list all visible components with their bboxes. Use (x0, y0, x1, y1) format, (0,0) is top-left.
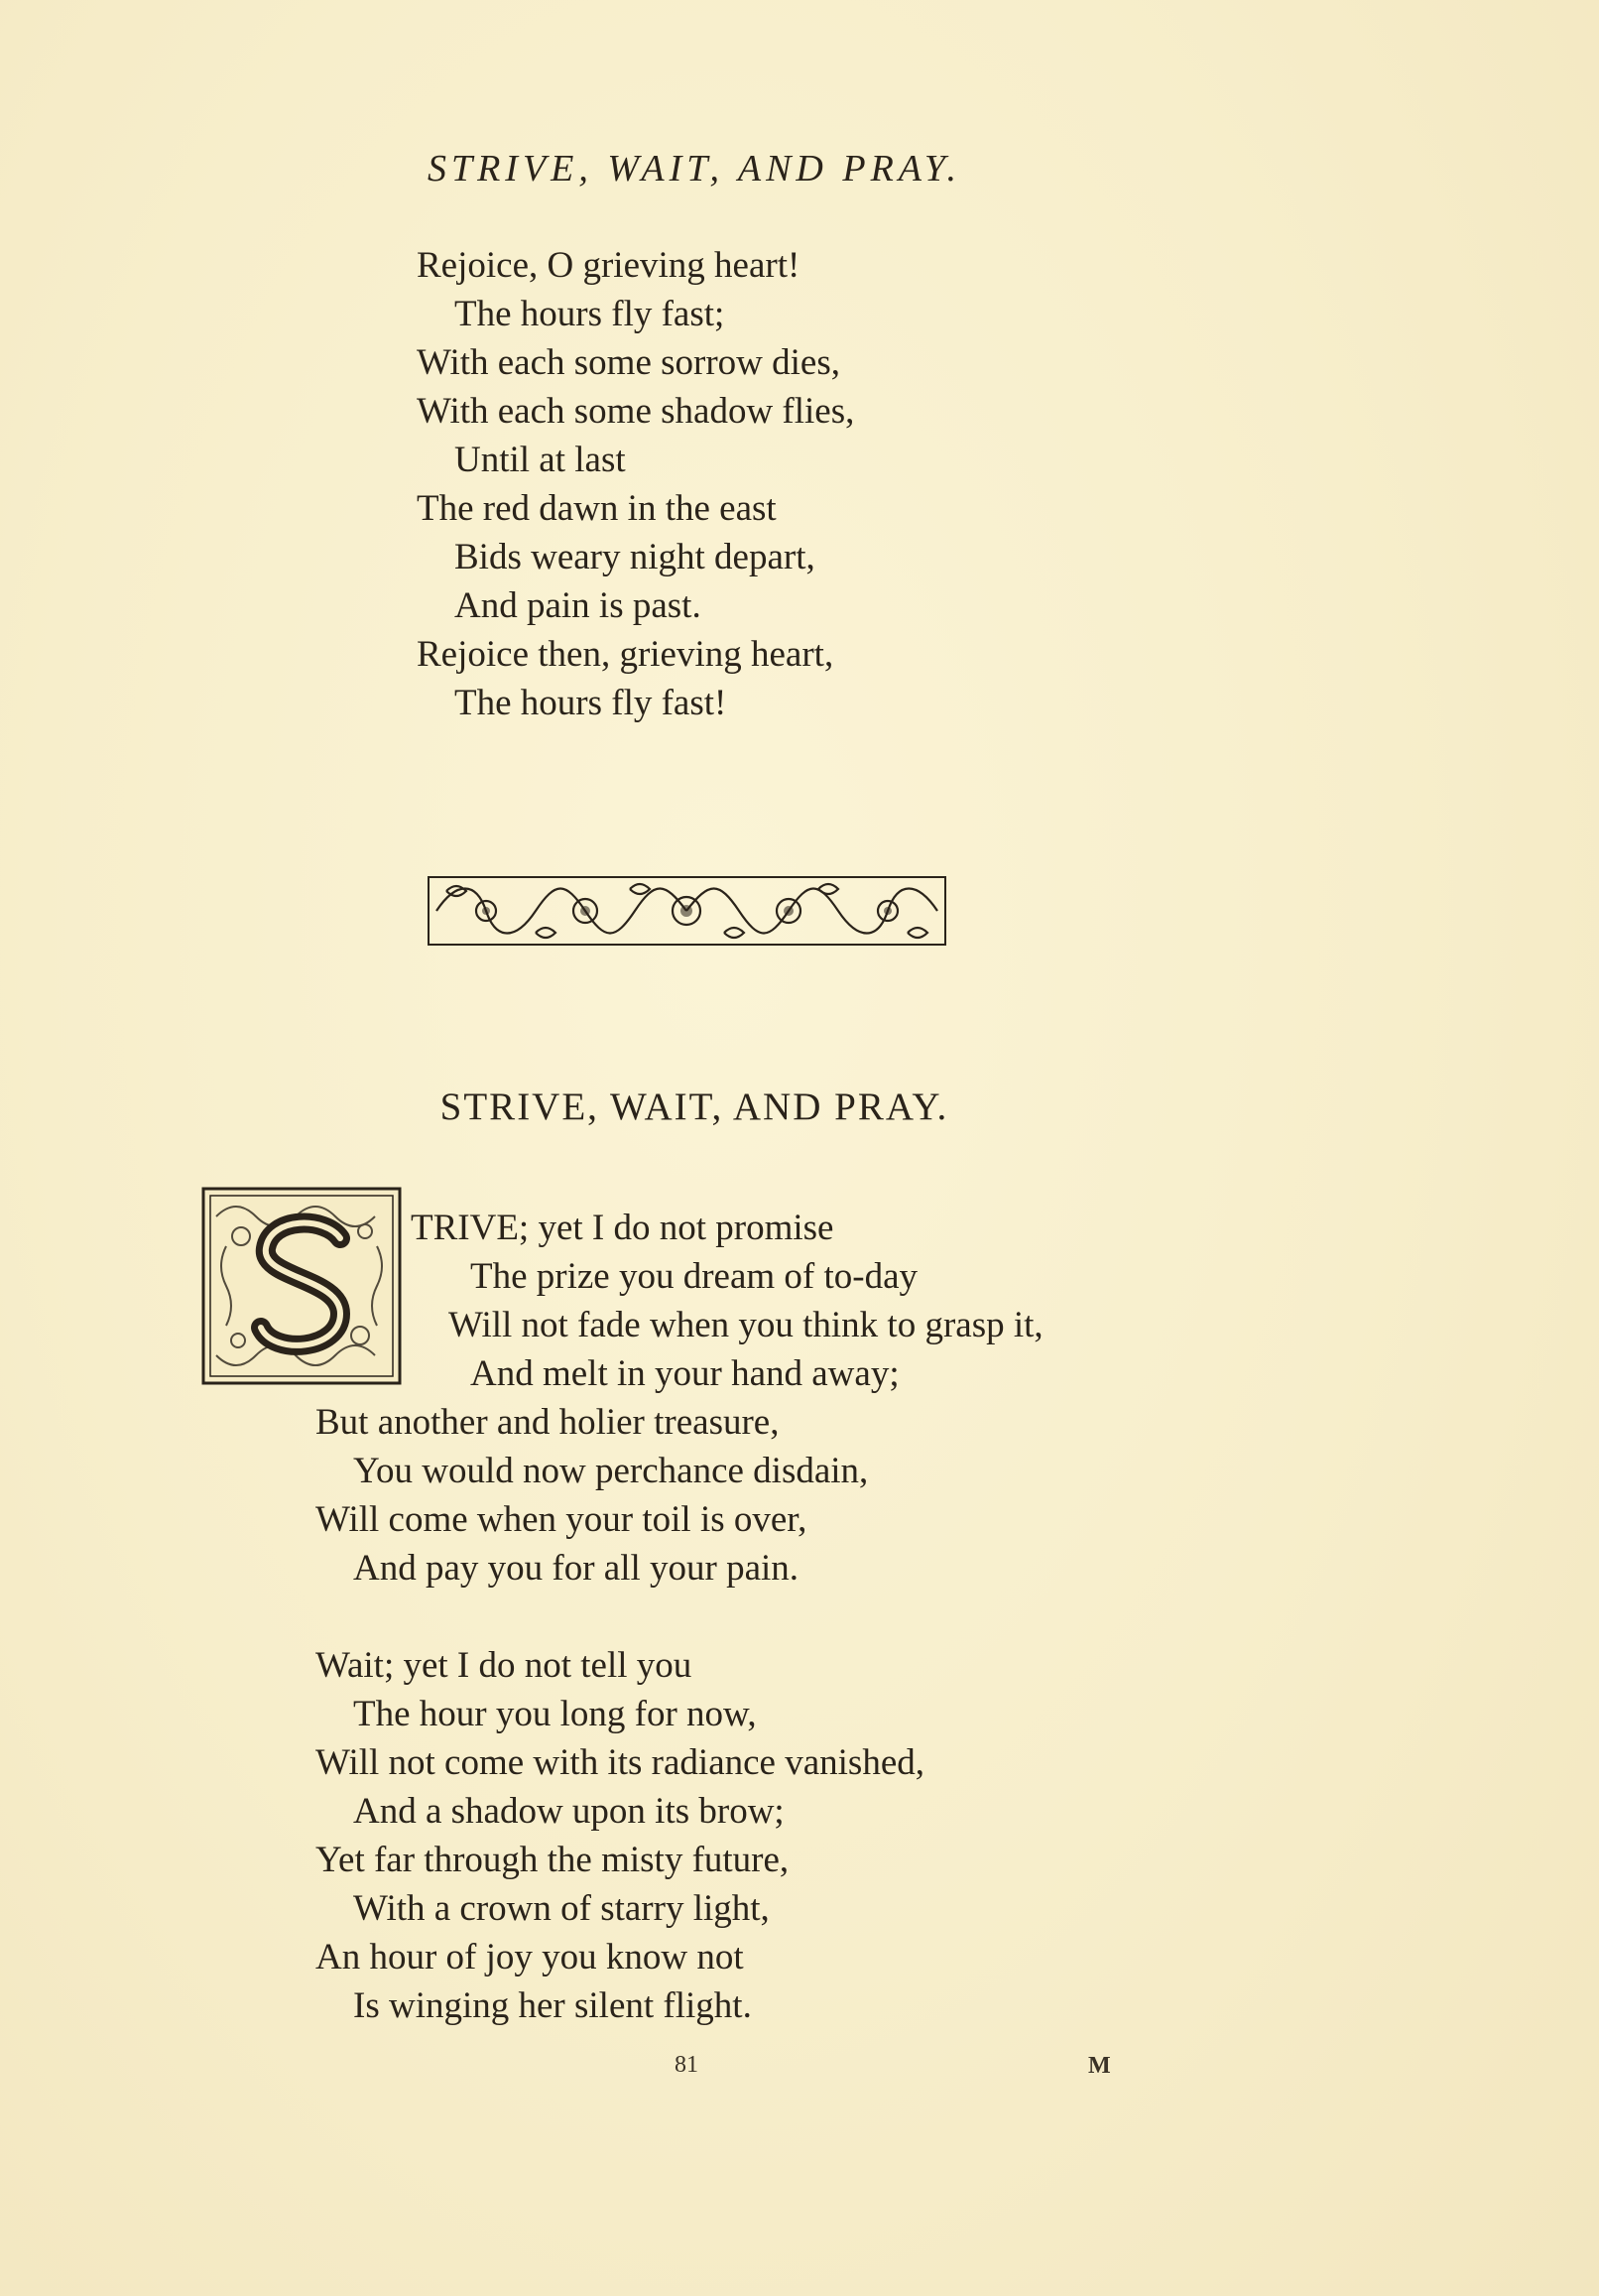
poem-rejoice (417, 241, 854, 727)
poem-line: Is winging her silent flight. (353, 1985, 752, 2026)
poem-line: An hour of joy you know not (315, 1937, 744, 1977)
poem-line: You would now perchance disdain, (353, 1451, 869, 1491)
page-number: 81 (675, 2052, 698, 2078)
poem-line: Will not fade when you think to grasp it, (448, 1305, 1044, 1345)
poem-line: And melt in your hand away; (470, 1353, 900, 1394)
poem-line: TRIVE; yet I do not promise (411, 1208, 834, 1248)
poem-line: The hours fly fast! (454, 683, 727, 723)
stanza-two (315, 1641, 924, 2030)
poem-line: But another and holier treasure, (315, 1402, 780, 1443)
poem-line: Bids weary night depart, (454, 537, 815, 577)
poem-line: Will not come with its radiance vanished, (315, 1742, 924, 1783)
poem-line: Yet far through the misty future, (315, 1840, 790, 1880)
running-head: STRIVE, WAIT, AND PRAY. (427, 148, 962, 190)
poem-line: And pain is past. (454, 585, 701, 626)
poem-title: STRIVE, WAIT, AND PRAY. (439, 1085, 949, 1128)
poem-line: With each some sorrow dies, (417, 342, 840, 383)
poem-line: The hour you long for now, (353, 1694, 757, 1734)
poem-line: The prize you dream of to-day (470, 1256, 919, 1297)
stanza-one (315, 1398, 868, 1593)
poem-line: Rejoice, O grieving heart! (417, 245, 800, 286)
dropcap-s-icon (201, 1187, 402, 1385)
poem-line: The hours fly fast; (454, 294, 725, 334)
poem-line: With a crown of starry light, (353, 1888, 770, 1929)
poem-line: Wait; yet I do not tell you (315, 1645, 692, 1686)
poem-line: And pay you for all your pain. (353, 1548, 800, 1589)
poem-line: With each some shadow flies, (417, 391, 855, 432)
stanza-one-opening (411, 1204, 1044, 1398)
signature-mark: M (1088, 2053, 1111, 2079)
ornament-icon (427, 871, 947, 951)
poem-line: Will come when your toil is over, (315, 1499, 807, 1540)
poem-line: And a shadow upon its brow; (353, 1791, 785, 1832)
poem-line: Until at last (454, 440, 626, 480)
poem-line: Rejoice then, grieving heart, (417, 634, 834, 675)
poem-line: The red dawn in the east (417, 488, 777, 529)
